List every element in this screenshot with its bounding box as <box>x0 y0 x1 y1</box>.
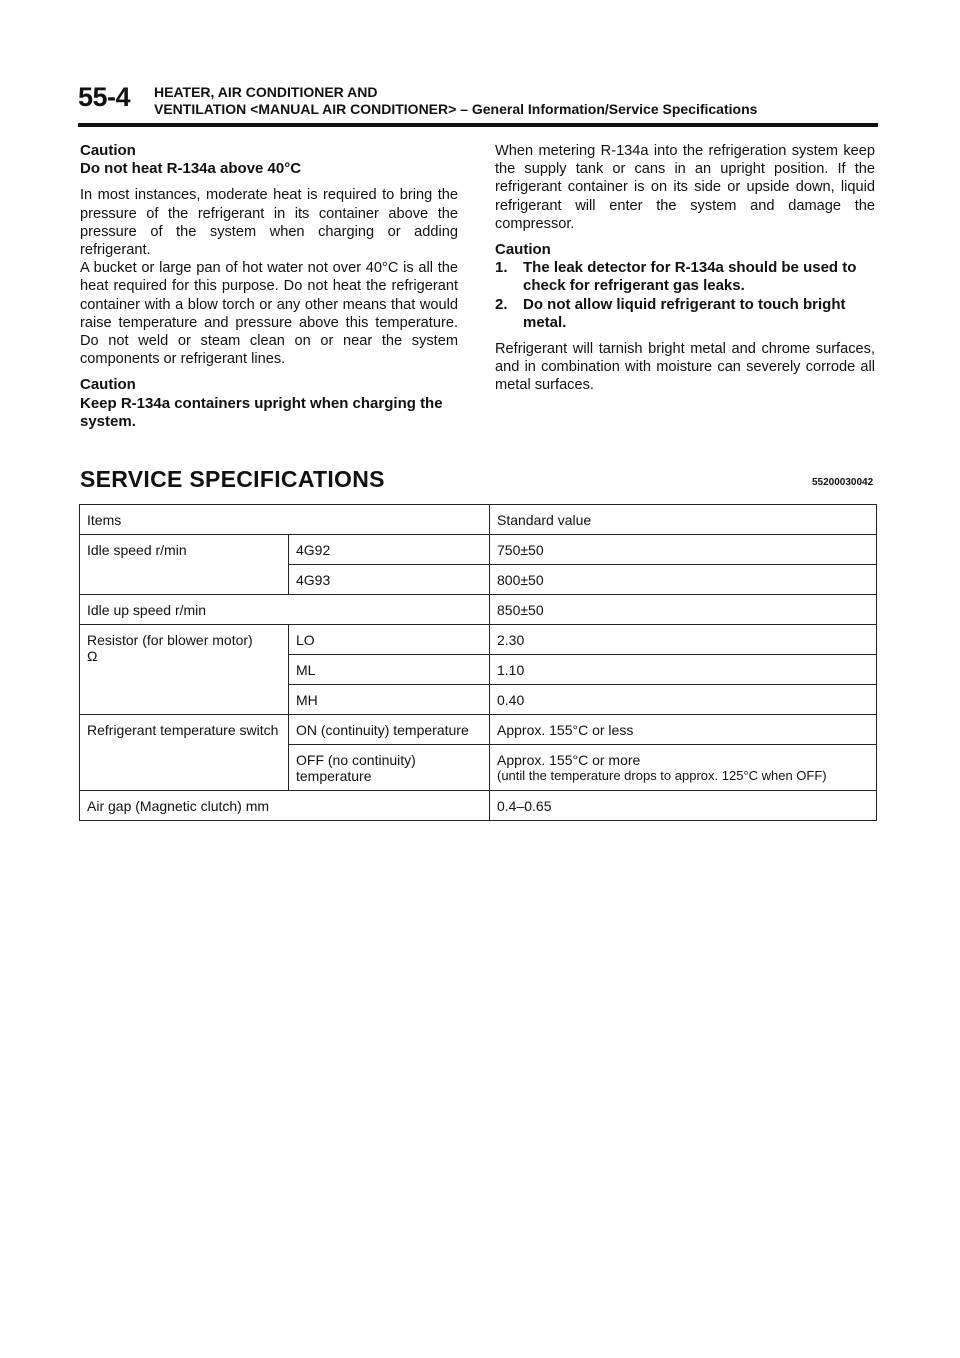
row-label: Refrigerant temperature switch <box>80 715 289 791</box>
row-label: Idle up speed r/min <box>80 595 490 625</box>
row-value <box>490 745 877 791</box>
header-line-1: HEATER, AIR CONDITIONER AND <box>154 84 378 100</box>
row-sublabel: ML <box>289 655 490 685</box>
header-rule <box>78 123 878 127</box>
row-value: 1.10 <box>490 655 877 685</box>
caution-label: Caution <box>80 142 136 159</box>
row-sublabel: OFF (no continuity) temperature <box>289 745 490 791</box>
item-text: The leak detector for R-134a should be used to check for refrigerant gas leaks. <box>523 259 857 295</box>
row-value: 750±50 <box>490 535 877 565</box>
section-title: SERVICE SPECIFICATIONS <box>80 466 385 492</box>
paragraph: In most instances, moderate heat is required to bring the pressure of the refrigerant in its container above the pressure of the system when charging or adding refrigerant. <box>80 187 458 259</box>
table-row <box>80 715 877 745</box>
row-value: 850±50 <box>490 595 877 625</box>
table-row <box>80 791 877 821</box>
caution-label: Caution <box>495 241 551 259</box>
value-note: (until the temperature drops to approx. 125°C when OFF) <box>497 768 827 783</box>
paragraph: When metering R-134a into the refrigeration system keep the supply tank or cans in an upright position. If the refrigerant container is on its side or upside down, liquid refrigerant will enter the system and damage the compressor. <box>495 143 875 232</box>
caution-text: Keep R-134a containers upright when charging the system. <box>80 394 443 430</box>
header-standard-value: Standard value <box>490 505 877 535</box>
row-sublabel: 4G93 <box>289 565 490 595</box>
row-value: Approx. 155°C or less <box>490 715 877 745</box>
row-sublabel: 4G92 <box>289 535 490 565</box>
row-value: 0.40 <box>490 685 877 715</box>
row-label: Air gap (Magnetic clutch) mm <box>80 791 490 821</box>
left-column <box>80 142 458 431</box>
paragraph: A bucket or large pan of hot water not over 40°C is all the heat required for this purpose. Do not heat the refrigerant container with a blow torch or any other means that would raise temperature and pressure above this temperature. Do not weld or steam clean on or near the system components or refrigerant lines. <box>80 260 458 368</box>
item-number: 2. <box>495 295 508 313</box>
row-value: 0.4–0.65 <box>490 791 877 821</box>
caution-item <box>495 296 875 332</box>
value-main: Approx. 155°C or more <box>497 752 641 768</box>
header-line-2: VENTILATION <MANUAL AIR CONDITIONER> – General Information/Service Specifications <box>154 101 758 117</box>
table-row <box>80 595 877 625</box>
right-column <box>495 142 875 395</box>
table-row <box>80 535 877 565</box>
row-sublabel: ON (continuity) temperature <box>289 715 490 745</box>
resistor-unit: Ω <box>87 648 98 664</box>
caution-item <box>495 259 875 295</box>
row-value: 2.30 <box>490 625 877 655</box>
service-specifications-table <box>79 504 877 821</box>
row-label: Idle speed r/min <box>80 535 289 595</box>
page-header <box>78 84 878 120</box>
row-label <box>80 625 289 715</box>
page-number: 55-4 <box>78 82 131 112</box>
table-row <box>80 625 877 655</box>
resistor-label: Resistor (for blower motor) <box>87 632 253 648</box>
item-text: Do not allow liquid refrigerant to touch bright metal. <box>523 295 846 331</box>
row-sublabel: MH <box>289 685 490 715</box>
row-value: 800±50 <box>490 565 877 595</box>
table-header-row <box>80 505 877 535</box>
section-code: 55200030042 <box>812 477 874 488</box>
caution-text: Do not heat R-134a above 40°C <box>80 160 302 178</box>
caution-label: Caution <box>80 376 136 394</box>
header-title <box>154 84 757 118</box>
row-sublabel: LO <box>289 625 490 655</box>
paragraph: Refrigerant will tarnish bright metal and chrome surfaces, and in combination with moisture can severely corrode all metal surfaces. <box>495 341 875 394</box>
header-items: Items <box>80 505 490 535</box>
item-number: 1. <box>495 259 508 277</box>
